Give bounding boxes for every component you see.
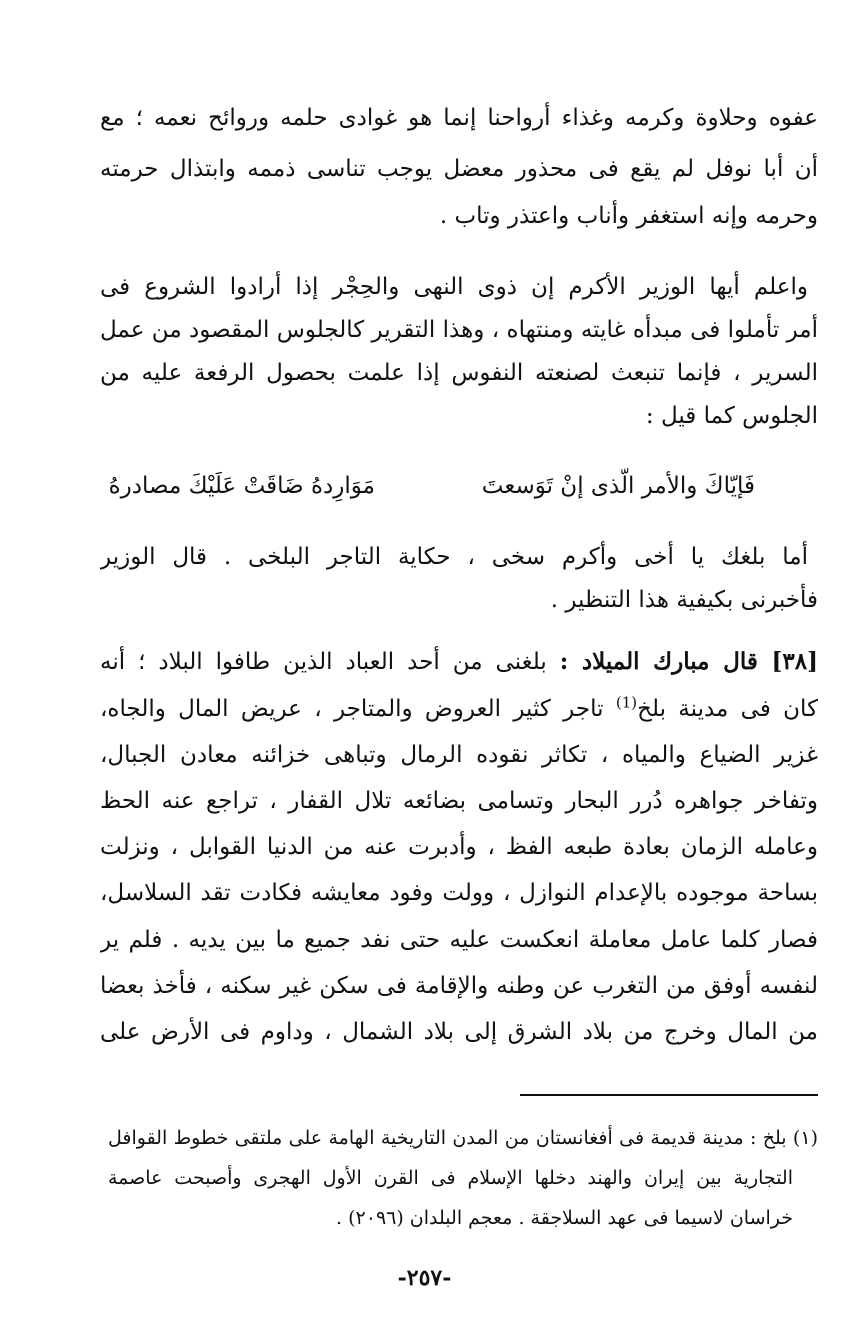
para1-line-1: عفوه وحلاوة وكرمه وغذاء أرواحنا إنما هو غوادى حلمه وروائح نعمه ؛ مع [100,105,818,131]
para2-line-3: السرير ، فإنما تنبعث لصنعته النفوس إذا علمت بحصول الرفعة عليه من [100,360,818,386]
footnote-divider [520,1094,818,1096]
para4-line-4: وتفاخر جواهره دُرر البحار وتسامى بضائعه تلال القفار ، تراجع عنه الحظ [100,788,818,814]
para4-line-9: من المال وخرج من بلاد الشرق إلى بلاد الشمال ، وداوم فى الأرض على [100,1019,818,1045]
para4-line-8: لنفسه أوفق من التغرب عن وطنه والإقامة فى سكن غير سكنه ، فأخذ بعضا [100,973,818,999]
footnote-line-2: التجارية بين إيران والهند دخلها الإسلام فى القرن الأول الهجرى وأصبحت عاصمة [108,1167,793,1189]
para4-line-5: وعامله الزمان بعادة طبعه الفظ ، وأدبرت عنه من الدنيا القوابل ، ونزلت [100,834,818,860]
para1-line-2: أن أبا نوفل لم يقع فى محذور معضل يوجب تناسى ذممه وابتذال حرمته [100,156,818,182]
para3-line-2: فأخبرنى بكيفية هذا التنظير . [550,587,818,613]
para1-line-3: وحرمه وإنه استغفر وأناب واعتذر وتاب . [439,203,818,229]
para2-line-2: أمر تأملوا فى مبدأه غايته ومنتهاه ، وهذا التقرير كالجلوس المقصود من عمل [100,317,818,343]
para2-line-1: واعلم أيها الوزير الأكرم إن ذوى النهى والحِجْر إذا أرادوا الشروع فى [100,274,808,300]
para4-line-2-b: تاجر كثير العروض والمتاجر ، عريض المال والجاه، [100,696,604,722]
para3-line-1: أما بلغك يا أخى وأكرم سخى ، حكاية التاجر البلخى . قال الوزير [100,544,808,570]
para2-line-4: الجلوس كما قيل : [645,403,818,429]
verse-hemistich-2: مَوَارِدهُ ضَاقَتْ عَلَيْكَ مصادرهُ [108,473,375,499]
footnote-line-1: (١) بلخ : مدينة قديمة فى أفغانستان من المدن التاريخية الهامة على ملتقى خطوط القوافل [108,1127,818,1149]
para4-line-1 [100,642,818,682]
para4-line-1-text: بلغنى من أحد العباد الذين طافوا البلاد ؛ أنه [100,649,547,675]
story-heading: [٣٨] قال مبارك الميلاد : [559,648,818,675]
para4-line-7: فصار كلما عامل معاملة انعكست عليه حتى نفد جميع ما بين يديه . فلم ير [100,927,818,953]
para4-line-6: بساحة موجوده بالإعدام النوازل ، وولت وفود معايشه فكادت تقد السلاسل، [100,880,818,906]
footnote-marker: (1) [615,693,638,712]
para4-line-2 [100,689,818,729]
para4-line-3: غزير الضياع والمياه ، تكاثر نقوده الرمال وتباهى خزائنه معادن الجبال، [100,742,818,768]
verse-hemistich-1: فَإيّاكَ والأمر الّذى إنْ تَوَسعتَ [481,473,755,499]
footnote-line-3: خراسان لاسيما فى عهد السلاجقة . معجم البلدان (٢٠٩٦) . [336,1207,793,1229]
para4-line-2-a: كان فى مدينة بلخ [637,696,818,722]
page-number: -٢٥٧- [397,1265,452,1291]
